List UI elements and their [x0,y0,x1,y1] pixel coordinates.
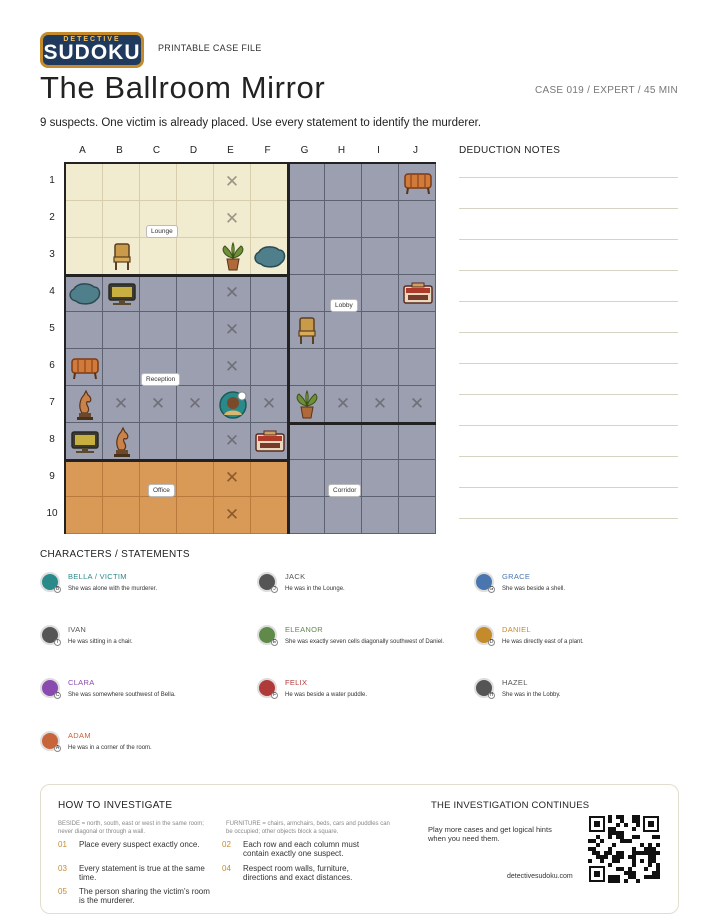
note-line[interactable] [459,177,678,178]
character-badge: F [272,692,277,698]
row-header-3: 3 [49,249,55,260]
room-label-corridor: Corridor [328,484,361,497]
note-line[interactable] [459,208,678,209]
tv-icon [66,423,103,460]
board-cell-f6[interactable] [251,349,288,386]
cross-mark-icon: ✕ [409,394,425,413]
rule-text: Respect room walls, furniture, directions and exact distances. [243,864,353,882]
board-cell-h2[interactable] [325,201,362,238]
board-cell-h3[interactable] [325,238,362,275]
column-header-a: A [79,145,86,156]
board-cell-f10[interactable] [251,497,288,534]
character-name: CLARA [68,678,95,687]
character-name: ELEANOR [285,625,323,634]
board-cell-i4[interactable] [362,275,399,312]
character-statement: He was in a corner of the room. [68,745,152,751]
board-cell-a1[interactable] [66,164,103,201]
row-header-9: 9 [49,471,55,482]
character-badge: E [272,639,277,645]
column-header-g: G [300,145,309,156]
column-header-c: C [152,145,161,156]
board-cell-b9[interactable] [103,460,140,497]
plant-icon [214,238,251,275]
board-cell-f9[interactable] [251,460,288,497]
board-cell-h6[interactable] [325,349,362,386]
board-cell-i6[interactable] [362,349,399,386]
rule-text: Every statement is true at the same time. [79,864,205,882]
board-cell-c10[interactable] [140,497,177,534]
intro-text: 9 suspects. One victim is already placed. Use every statement to identify the murderer. [40,117,482,129]
characters-header: CHARACTERS / STATEMENTS [40,549,190,560]
investigation-continues-text: Play more cases and get logical hints when you need them. [428,825,552,843]
board-cell-d3[interactable] [177,238,214,275]
qr-code[interactable] [588,815,660,883]
board-cell-e6[interactable] [214,349,251,386]
board-cell-d7[interactable] [177,386,214,423]
note-line[interactable] [459,363,678,364]
board-cell-i8[interactable] [362,423,399,460]
cross-mark-icon: ✕ [113,394,129,413]
board-cell-b2[interactable] [103,201,140,238]
horse-statue-icon [103,423,140,460]
board-cell-b1[interactable] [103,164,140,201]
logo-top-text: DETECTIVE [63,36,121,43]
board-cell-c1[interactable] [140,164,177,201]
note-line[interactable] [459,456,678,457]
cross-mark-icon: ✕ [224,431,240,450]
column-header-d: D [189,145,198,156]
column-header-j: J [413,145,418,156]
board-cell-c4[interactable] [140,275,177,312]
row-header-8: 8 [49,434,55,445]
character-statement: He was directly east of a plant. [502,639,584,645]
rule-number: 01 [58,840,67,849]
note-line[interactable] [459,487,678,488]
board-cell-i3[interactable] [362,238,399,275]
board-cell-c3[interactable] [140,238,177,275]
board-cell-f2[interactable] [251,201,288,238]
cross-mark-icon: ✕ [224,172,240,191]
cross-mark-icon: ✕ [224,468,240,487]
board-cell-g9[interactable] [288,460,325,497]
board-cell-j9[interactable] [399,460,436,497]
character-badge: J [271,586,278,593]
character-statement: He was beside a water puddle. [285,692,368,698]
rule-number: 04 [222,864,231,873]
horse-statue-icon [66,386,103,423]
board-cell-g3[interactable] [288,238,325,275]
board-cell-b6[interactable] [103,349,140,386]
character-statement: She was alone with the murderer. [68,586,158,592]
note-line[interactable] [459,394,678,395]
bench-icon [66,349,103,386]
board-cell-d4[interactable] [177,275,214,312]
character-statement: She was in the Lobby. [502,692,561,698]
character-badge: I [54,639,61,646]
board-cell-j10[interactable] [399,497,436,534]
cross-mark-icon: ✕ [335,394,351,413]
character-badge: G [489,586,494,592]
board-cell-d5[interactable] [177,312,214,349]
character-badge: H [489,692,494,698]
board-cell-j6[interactable] [399,349,436,386]
investigation-continues-header: THE INVESTIGATION CONTINUES [431,800,590,811]
character-statement: She was exactly seven cells diagonally southwest of Daniel. [285,639,445,645]
board-cell-f4[interactable] [251,275,288,312]
room-wall [287,164,290,534]
board-cell-j3[interactable] [399,238,436,275]
plant-icon [288,386,325,423]
printable-label: PRINTABLE CASE FILE [158,43,262,53]
board-cell-g10[interactable] [288,497,325,534]
victim-token-icon [214,386,251,423]
board-cell-b7[interactable] [103,386,140,423]
cross-mark-icon: ✕ [224,283,240,302]
puzzle-board [64,162,436,534]
note-line[interactable] [459,332,678,333]
cross-mark-icon: ✕ [224,320,240,339]
board-cell-h10[interactable] [325,497,362,534]
character-name: FELIX [285,678,308,687]
character-statement: She was beside a shell. [502,586,566,592]
cross-mark-icon: ✕ [224,505,240,524]
rule-number: 02 [222,840,231,849]
room-label-reception: Reception [141,373,180,386]
board-cell-h8[interactable] [325,423,362,460]
board-cell-h7[interactable] [325,386,362,423]
cash-register-icon [399,275,436,312]
character-name: JACK [285,572,306,581]
character-name: BELLA / VICTIM [68,572,127,581]
row-header-1: 1 [49,175,55,186]
cash-register-icon [251,423,288,460]
character-name: IVAN [68,625,87,634]
rule-number: 05 [58,887,67,896]
board-cell-i2[interactable] [362,201,399,238]
board-cell-a9[interactable] [66,460,103,497]
row-header-2: 2 [49,212,55,223]
board-cell-a2[interactable] [66,201,103,238]
character-statement: She was somewhere southwest of Bella. [68,692,176,698]
cross-mark-icon: ✕ [261,394,277,413]
board-cell-d8[interactable] [177,423,214,460]
board-cell-i5[interactable] [362,312,399,349]
cross-mark-icon: ✕ [224,357,240,376]
board-cell-c7[interactable] [140,386,177,423]
water-puddle-icon [66,275,103,312]
cross-mark-icon: ✕ [372,394,388,413]
board-cell-e2[interactable] [214,201,251,238]
website-link[interactable]: detectivesudoku.com [507,873,573,880]
cross-mark-icon: ✕ [187,394,203,413]
rule-number: 03 [58,864,67,873]
character-statement: He was in the Lounge. [285,586,345,592]
column-header-i: I [377,145,380,156]
note-line[interactable] [459,301,678,302]
board-cell-e1[interactable] [214,164,251,201]
character-name: GRACE [502,572,531,581]
board-cell-f7[interactable] [251,386,288,423]
board-cell-d9[interactable] [177,460,214,497]
board-cell-j2[interactable] [399,201,436,238]
room-label-lobby: Lobby [330,299,358,312]
character-statement: He was sitting in a chair. [68,639,133,645]
note-line[interactable] [459,270,678,271]
cross-mark-icon: ✕ [150,394,166,413]
board-cell-h5[interactable] [325,312,362,349]
row-header-7: 7 [49,397,55,408]
board-cell-e8[interactable] [214,423,251,460]
bench-icon [399,164,436,201]
deduction-notes-header: DEDUCTION NOTES [459,145,561,156]
note-line[interactable] [459,518,678,519]
board-cell-c5[interactable] [140,312,177,349]
board-cell-g6[interactable] [288,349,325,386]
character-name: DANIEL [502,625,531,634]
page-title: The Ballroom Mirror [40,70,326,105]
character-badge: B [55,586,60,592]
rule-text: Place every suspect exactly once. [79,840,200,849]
case-meta: CASE 019 / EXPERT / 45 MIN [534,85,678,96]
column-header-b: B [116,145,123,156]
board-cell-f5[interactable] [251,312,288,349]
board-cell-a5[interactable] [66,312,103,349]
board-cell-d10[interactable] [177,497,214,534]
board-cell-i10[interactable] [362,497,399,534]
board-cell-g1[interactable] [288,164,325,201]
furniture-note: FURNITURE = chairs, armchairs, beds, cars and puddles can be occupied; other objects block a square. [226,821,390,835]
board-cell-i1[interactable] [362,164,399,201]
row-header-5: 5 [49,323,55,334]
how-to-header: HOW TO INVESTIGATE [58,800,173,811]
chair-icon [103,238,140,275]
row-header-10: 10 [46,508,58,519]
tv-icon [103,275,140,312]
board-cell-b10[interactable] [103,497,140,534]
beside-note: BESIDE = north, south, east or west in the same room; never diagonal or through a wall. [58,821,204,835]
board-cell-g8[interactable] [288,423,325,460]
board-cell-d6[interactable] [177,349,214,386]
column-header-h: H [337,145,346,156]
character-badge: D [489,639,494,645]
character-badge: A [55,745,60,751]
row-header-6: 6 [49,360,55,371]
detective-sudoku-logo [40,32,144,68]
rule-text: The person sharing the victim's room is the murderer. [79,887,210,905]
room-label-lounge: Lounge [146,225,178,238]
column-header-f: F [264,145,271,156]
cross-mark-icon: ✕ [224,209,240,228]
column-header-e: E [227,145,234,156]
board-cell-b5[interactable] [103,312,140,349]
chair-icon [288,312,325,349]
room-label-office: Office [148,484,175,497]
board-cell-j7[interactable] [399,386,436,423]
board-cell-d1[interactable] [177,164,214,201]
board-cell-j5[interactable] [399,312,436,349]
board-cell-g2[interactable] [288,201,325,238]
character-name: ADAM [68,731,91,740]
note-line[interactable] [459,425,678,426]
board-cell-i7[interactable] [362,386,399,423]
board-cell-c8[interactable] [140,423,177,460]
board-cell-i9[interactable] [362,460,399,497]
rule-text: Each row and each column must contain exactly one suspect. [243,840,360,858]
board-cell-e4[interactable] [214,275,251,312]
row-header-4: 4 [49,286,55,297]
board-cell-a10[interactable] [66,497,103,534]
board-cell-e9[interactable] [214,460,251,497]
board-cell-j8[interactable] [399,423,436,460]
board-cell-e5[interactable] [214,312,251,349]
board-cell-f1[interactable] [251,164,288,201]
water-puddle-icon [251,238,288,275]
character-name: HAZEL [502,678,528,687]
logo-main-text: SUDOKU [43,41,141,64]
board-cell-h1[interactable] [325,164,362,201]
note-line[interactable] [459,239,678,240]
board-cell-g4[interactable] [288,275,325,312]
board-cell-e10[interactable] [214,497,251,534]
board-cell-a3[interactable] [66,238,103,275]
character-badge: C [55,692,60,698]
board-cell-d2[interactable] [177,201,214,238]
